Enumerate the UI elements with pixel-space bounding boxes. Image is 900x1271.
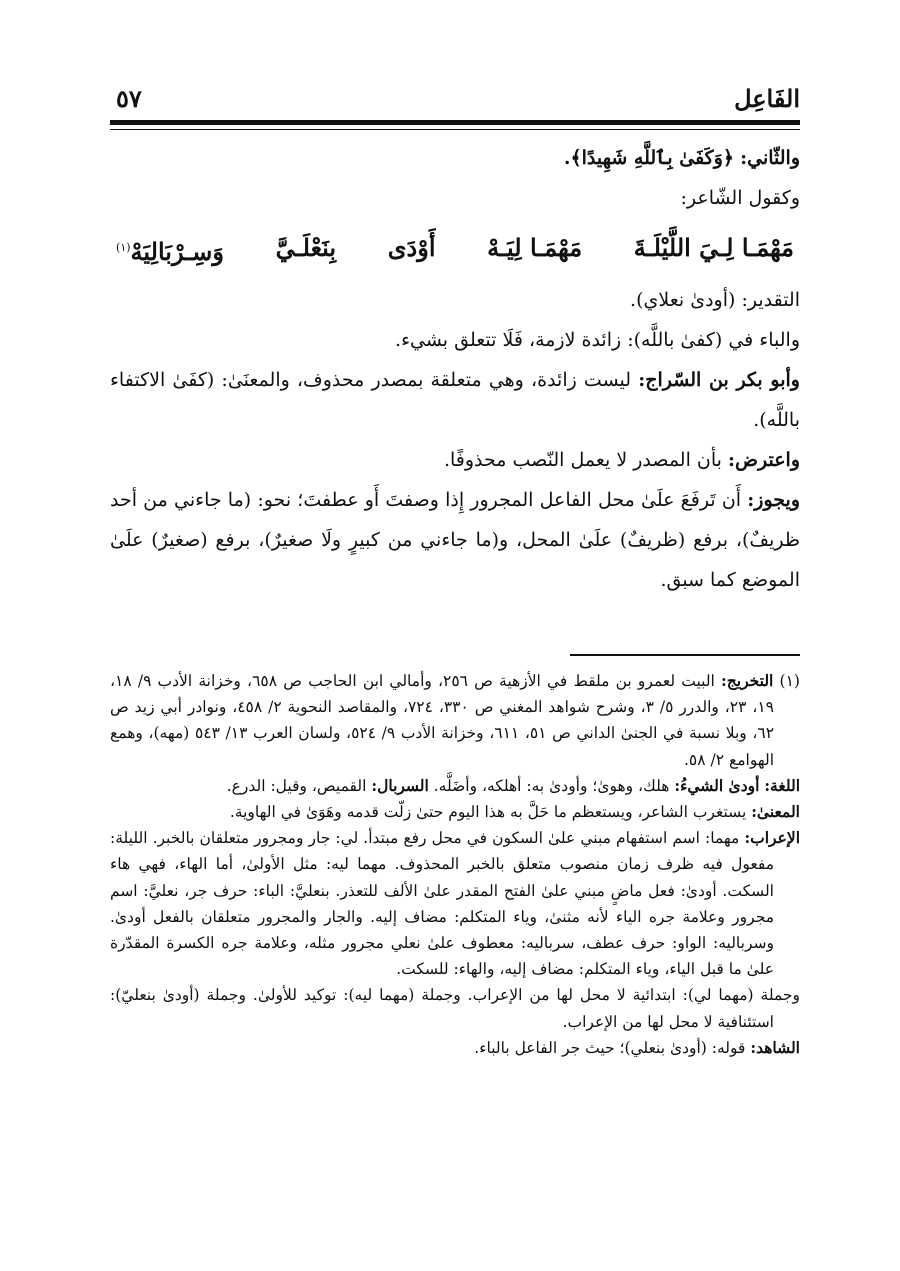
header-rule-thin (110, 129, 800, 130)
label-mana: المعنىٰ: (751, 802, 800, 822)
chapter-title: الفَاعِل (734, 84, 800, 113)
text-shahid: قوله: (أودىٰ بنعلي)؛ حيث جر الفاعل بالباء. (474, 1038, 746, 1057)
text-lugha-1: هلك، وهوىٰ؛ وأودىٰ به: أهلكه، وأضَلَّه. (433, 776, 670, 795)
footnote-irab (110, 825, 800, 982)
paragraph-second (110, 138, 800, 178)
label-shahid: الشاهد: (750, 1037, 800, 1057)
paragraph-ibn-sarraj (110, 360, 800, 440)
footnote-mana (110, 799, 800, 825)
page-number: ٥٧ (116, 84, 142, 113)
quran-quote: ﴿وَكَفَىٰ بِٱللَّهِ شَهِيدًا﴾. (563, 147, 735, 169)
text-ibn-sarraj: ليست زائدة، وهي متعلقة بمصدر محذوف، والمعنَىٰ: (كفَىٰ الاكتفاء باللَّه). (110, 369, 800, 431)
label-permitted: ويجوز: (747, 489, 800, 511)
verse-part-last (116, 226, 224, 274)
header-rule-thick (110, 120, 800, 125)
poetry-verse (110, 226, 800, 274)
label-takhrij: التخريج: (721, 671, 774, 690)
paragraph-permitted (110, 480, 800, 600)
text-mana: يستغرب الشاعر، ويستعظم ما حَلَّ به هذا اليوم حتىٰ زلّت قدمه وهَوَىٰ في الهاوية. (229, 803, 747, 822)
label-second: والثّاني: (740, 147, 800, 169)
verse-part: مَهْمَـا لِيَـهْ (487, 233, 583, 262)
footnote-shahid (110, 1035, 800, 1061)
paragraph-poet: وكقول الشّاعر: (680, 187, 800, 209)
footnote-number: (١) (779, 672, 800, 690)
footnote-takhrij (110, 668, 800, 773)
verse-part: وَسِـرْبَالِيَهْ (130, 237, 224, 266)
label-lugha: اللغة: (764, 775, 800, 795)
text-lugha-2: القميص، وقيل: الدرع. (226, 776, 367, 795)
verse-part: مَهْمَـا لِـيَ اللَّيْلَـةَ (633, 233, 794, 262)
term-sirbal: السربال: (371, 775, 429, 795)
label-objection: واعترض: (728, 449, 800, 471)
verse-part: أَوْدَى (387, 233, 436, 262)
page-header (110, 82, 800, 118)
label-irab: الإعراب: (744, 828, 801, 848)
footnotes (110, 668, 800, 1061)
text-takhrij: البيت لعمرو بن ملقط في الأزهية ص ٢٥٦، وأمالي ابن الحاجب ص ٦٥٨، وخزانة الأدب ٩/ ١٨، ١٩، ٢٣، والدرر ٥/ ٣، وشرح شواهد المغني ص ٣٣٠، ٧٢٤، والمقاصد النحوية ٢/ ٤٥٨، ونوادر أبي زيد ص ٦٢، وبلا نسبة في الجنىٰ الداني ص ٥١، ٦١١، وخزانة الأدب ٩/ ٥٢٤، ولسان العرب ١٣/ ٥٤٣ (مهه)، وهمع الهوامع ٢/ ٥٨. (110, 672, 775, 769)
paragraph-objection (110, 440, 800, 480)
verse-part: بِنَعْلَـيَّ (275, 233, 337, 262)
label-ibn-sarraj: وأبو بكر بن السّراج: (638, 369, 800, 391)
footnote-lugha (110, 773, 800, 799)
text-objection: بأن المصدر لا يعمل النّصب محذوفًا. (443, 449, 722, 471)
footnote-separator (570, 654, 800, 656)
main-text (110, 138, 800, 600)
paragraph-ba: والباء في (كفىٰ باللَّه): زائدة لازمة، فَلَا تتعلق بشيء. (395, 329, 800, 351)
footnote-ref: (١) (116, 241, 131, 254)
text-irab: مهما: اسم استفهام مبني علىٰ السكون في محل رفع مبتدأ. لي: جار ومجرور متعلقان بالخبر. الليلة: مفعول فيه ظرف زمان منصوب متعلق بالخبر المحذوف. مهما ليه: مثل الأولىٰ، أما الهاء، فهي هاء السكت. أودىٰ: فعل ماضٍ مبني علىٰ الفتح المقدر علىٰ الألف للتعذر. بنعليَّ: الباء: حرف جر، نعليَّ: اسم مجرور وعلامة جره الياء لأنه مثنىٰ، وياء المتكلم: مضاف إليه. والجار والمجرور متعلقان بالفعل أودىٰ. وسرباليه: الواو: حرف عطف، سرباليه: معطوف علىٰ نعلي مجرور مثله، وعلامة جره الكسرة المقدّرة علىٰ ما قبل الياء، وياء المتكلم: مضاف إليه، والهاء: للسكت. (110, 829, 774, 979)
term-awda: أودىٰ الشيءُ: (674, 775, 760, 795)
page (110, 0, 800, 1271)
text-permitted: أَن تَرفَعَ علَىٰ محل الفاعل المجرور إِذا وصفتَ أَو عطفتَ؛ نحو: (ما جاءني من أحد ظريفٌ)، برفع (ظريفٌ) علَىٰ المحل، و(ما جاءني من كبيرٍ ولَا صغيرٌ)، برفع (صغيرٌ) علَىٰ الموضع كما سبق. (110, 489, 800, 591)
footnote-jumla: وجملة (مهما لي): ابتدائية لا محل لها من الإعراب. وجملة (مهما ليه): توكيد للأولىٰ. وجملة (أودىٰ بنعليّ): استئنافية لا محل لها من الإعراب. (110, 986, 800, 1031)
paragraph-taqdir: التقدير: (أودىٰ نعلاي). (630, 289, 800, 311)
